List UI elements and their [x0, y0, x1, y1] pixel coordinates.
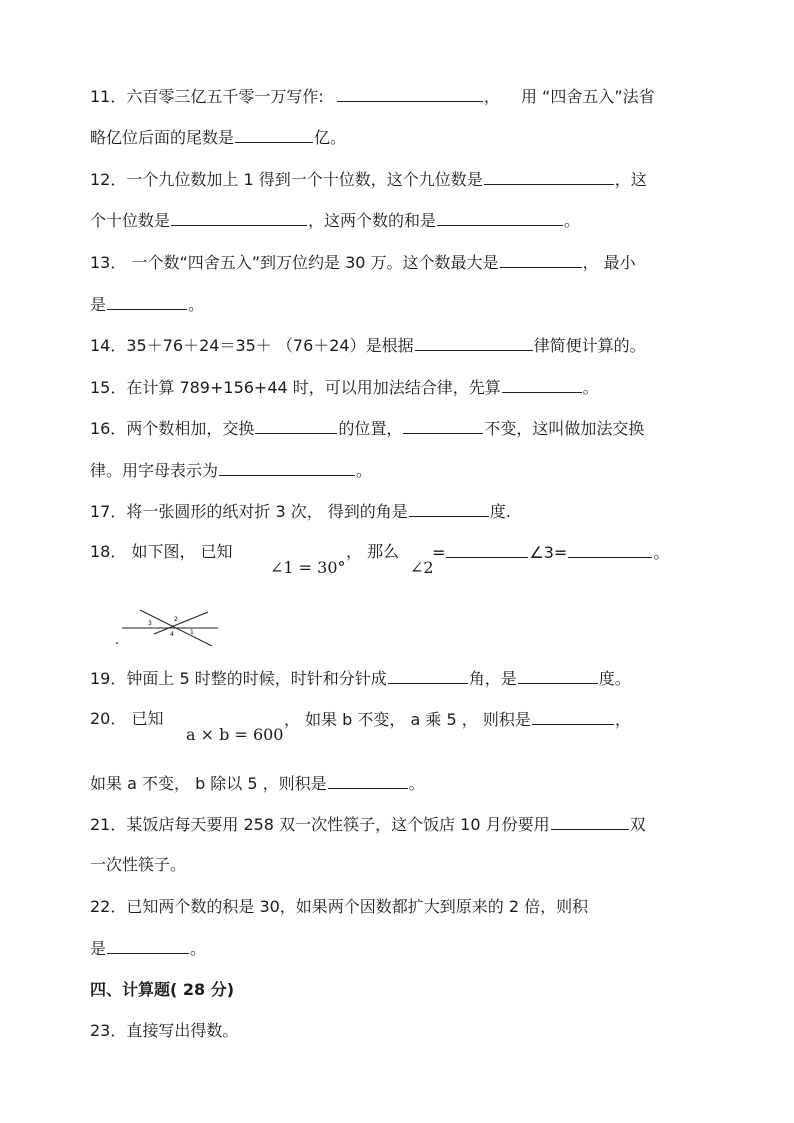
q18-angle1-formula: ∠1 = 30°	[270, 558, 346, 577]
q11-line2: 略亿位后面的尾数是 亿。	[90, 128, 347, 147]
q18-line-c: = ∠3= 。	[432, 543, 670, 562]
q17-blank[interactable]	[409, 501, 489, 517]
q20-blank-2[interactable]	[328, 773, 408, 789]
q11-blank-1[interactable]	[337, 86, 483, 102]
q12-blank-2[interactable]	[171, 210, 307, 226]
q15-blank[interactable]	[502, 377, 582, 393]
q12-line1: 12．一个九位数加上 1 得到一个十位数，这个九位数是 ，这	[90, 170, 647, 189]
q19-blank-1[interactable]	[388, 668, 468, 684]
q15-line: 15．在计算 789+156+44 时，可以用加法结合律，先算 。	[90, 378, 599, 397]
q20-line2: 如果 a 不变， b 除以 5 ，则积是 。	[90, 774, 425, 793]
q18-line: 18． 如下图， 已知	[90, 542, 233, 561]
q18-line-b: ， 那么	[346, 542, 400, 561]
q18-blank-2[interactable]	[568, 542, 652, 558]
q20-formula: a × b = 600	[186, 725, 284, 744]
q13-line2: 是 。	[90, 295, 205, 314]
q12-blank-1[interactable]	[484, 169, 614, 185]
q18-angle-figure	[112, 604, 222, 648]
q18-label-2: 2	[174, 616, 178, 623]
q12-line2: 个十位数是 ，这两个数的和是 。	[90, 211, 581, 230]
q11-blank-2[interactable]	[235, 127, 313, 143]
q19-line: 19．钟面上 5 时整的时候，时针和分针成 角，是 度。	[90, 669, 631, 688]
q18-dot	[116, 642, 118, 644]
q20-line1-b: ， 如果 b 不变， a 乘 5 ， 则积是 ，	[284, 710, 631, 729]
q13-blank-1[interactable]	[500, 252, 582, 268]
q18-blank-1[interactable]	[446, 542, 528, 558]
q16-blank-2[interactable]	[403, 418, 483, 434]
q17-line: 17．将一张圆形的纸对折 3 次， 得到的角是 度.	[90, 502, 511, 521]
q13-line1: 13． 一个数“四舍五入”到万位约是 30 万。这个数最大是 ， 最小	[90, 253, 636, 272]
q12-blank-3[interactable]	[437, 210, 563, 226]
q18-label-1: 1	[190, 629, 194, 636]
q21-blank[interactable]	[551, 814, 629, 830]
q16-line2: 律。用字母表示为 。	[90, 461, 373, 480]
q11-line1: 11．六百零三亿五千零一万写作: ， 用 “四舍五入”法省	[90, 87, 655, 106]
q18-angle2-formula: ∠2	[410, 558, 434, 577]
q21-line1: 21．某饭店每天要用 258 双一次性筷子，这个饭店 10 月份要用 双	[90, 815, 646, 834]
q18-label-3: 3	[148, 620, 152, 627]
q20-blank-1[interactable]	[532, 709, 614, 725]
q19-blank-2[interactable]	[518, 668, 598, 684]
section-4-heading: 四、计算题( 28 分)	[90, 980, 235, 999]
q16-blank-3[interactable]	[219, 460, 355, 476]
q21-line2: 一次性筷子。	[90, 855, 187, 874]
q13-blank-2[interactable]	[107, 294, 187, 310]
q23-line: 23．直接写出得数。	[90, 1021, 239, 1040]
q16-line1: 16．两个数相加，交换 的位置， 不变，这叫做加法交换	[90, 419, 645, 438]
q22-blank[interactable]	[107, 938, 189, 954]
q22-line1: 22．已知两个数的积是 30，如果两个因数都扩大到原来的 2 倍，则积	[90, 897, 589, 916]
q22-line2: 是 。	[90, 939, 207, 958]
q18-label-4: 4	[170, 631, 174, 638]
q16-blank-1[interactable]	[255, 418, 337, 434]
q14-blank[interactable]	[415, 335, 533, 351]
q14-line: 14．35＋76＋24＝35＋ （76＋24）是根据 律简便计算的。	[90, 336, 646, 355]
q20-line1-a: 20． 已知	[90, 709, 164, 728]
